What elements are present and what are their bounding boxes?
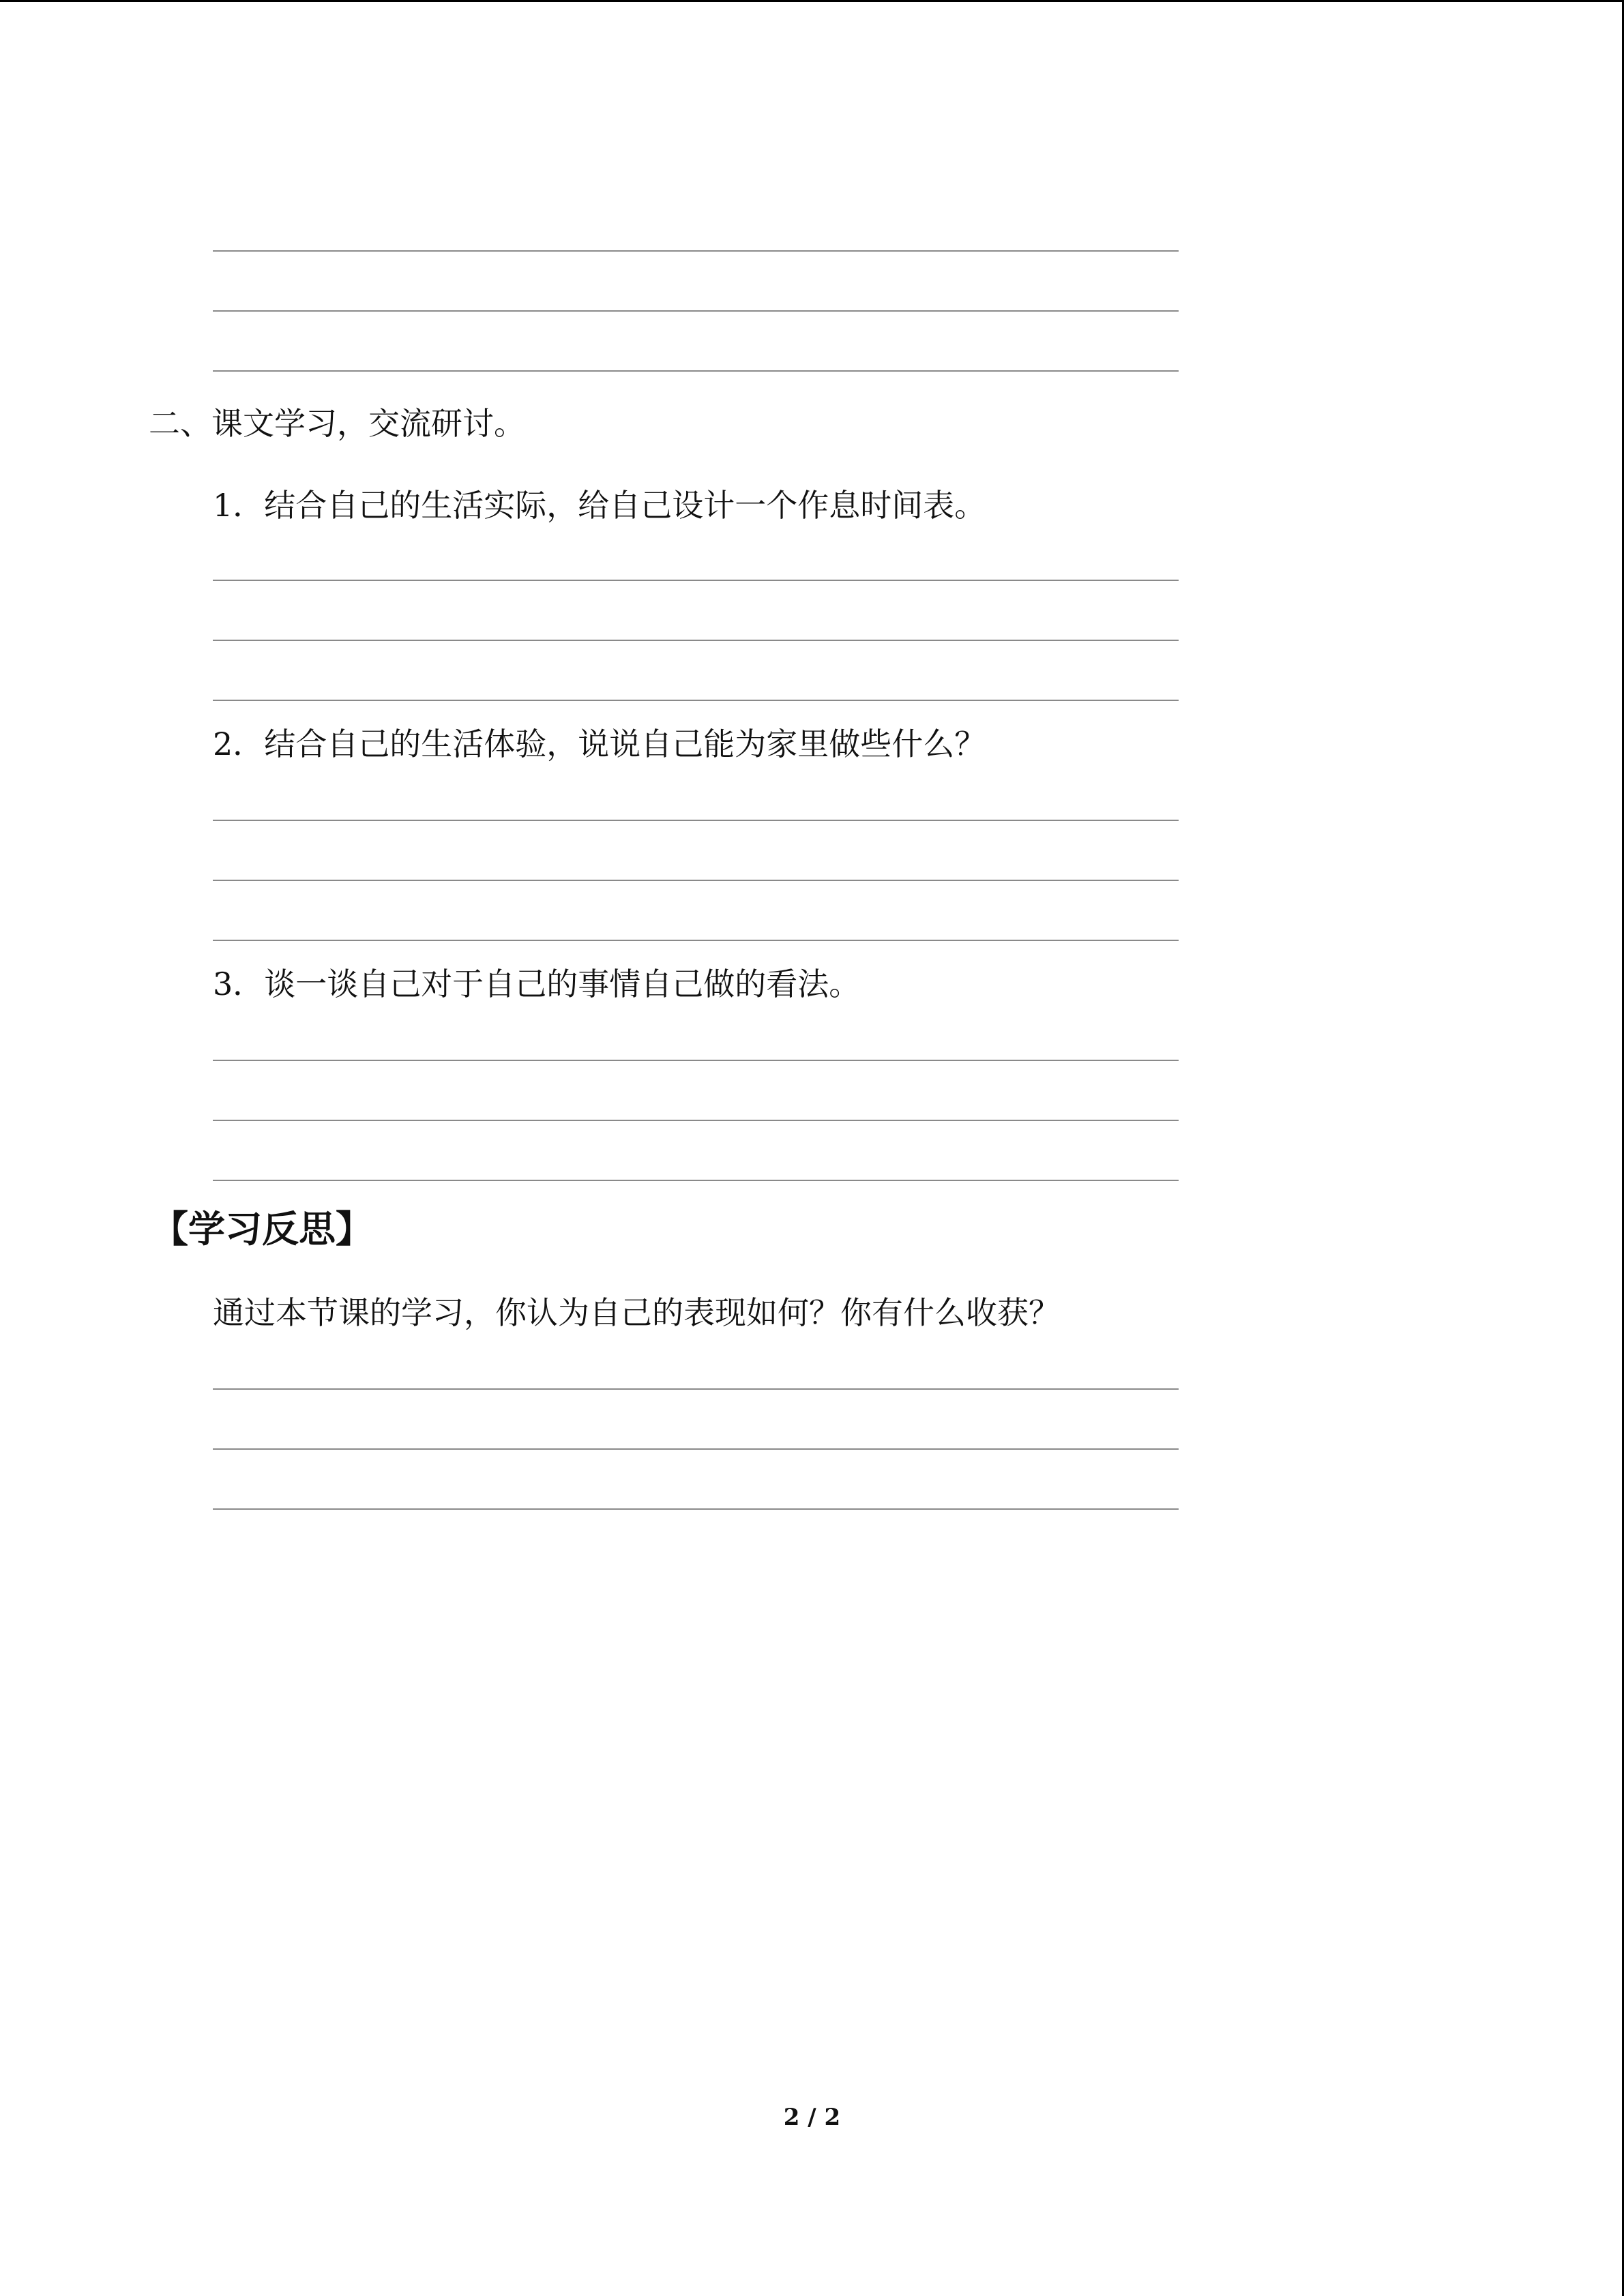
answer-line[interactable] bbox=[213, 640, 1179, 641]
answer-line[interactable] bbox=[213, 880, 1179, 881]
answer-line[interactable] bbox=[213, 1120, 1179, 1121]
page-number: 2 / 2 bbox=[783, 2104, 841, 2131]
section-heading: 二、课文学习，交流研讨。 bbox=[149, 405, 525, 442]
answer-line[interactable] bbox=[213, 250, 1179, 252]
question-2: 2．结合自己的生活体验，说说自己能为家里做些什么？ bbox=[213, 726, 986, 762]
answer-line[interactable] bbox=[213, 700, 1179, 701]
answer-line[interactable] bbox=[213, 940, 1179, 941]
reflection-prompt: 通过本节课的学习，你认为自己的表现如何？你有什么收获？ bbox=[213, 1294, 1060, 1331]
answer-line[interactable] bbox=[213, 1508, 1179, 1510]
answer-line[interactable] bbox=[213, 1448, 1179, 1450]
answer-line[interactable] bbox=[213, 1180, 1179, 1181]
answer-line[interactable] bbox=[213, 820, 1179, 821]
reflection-title: 【学习反思】 bbox=[151, 1208, 372, 1251]
question-1: 1．结合自己的生活实际，给自己设计一个作息时间表。 bbox=[213, 487, 986, 524]
answer-line[interactable] bbox=[213, 1388, 1179, 1390]
answer-line[interactable] bbox=[213, 1060, 1179, 1061]
question-3: 3．谈一谈自己对于自己的事情自己做的看法。 bbox=[213, 966, 861, 1002]
answer-line[interactable] bbox=[213, 310, 1179, 312]
answer-line[interactable] bbox=[213, 370, 1179, 372]
answer-line[interactable] bbox=[213, 580, 1179, 581]
